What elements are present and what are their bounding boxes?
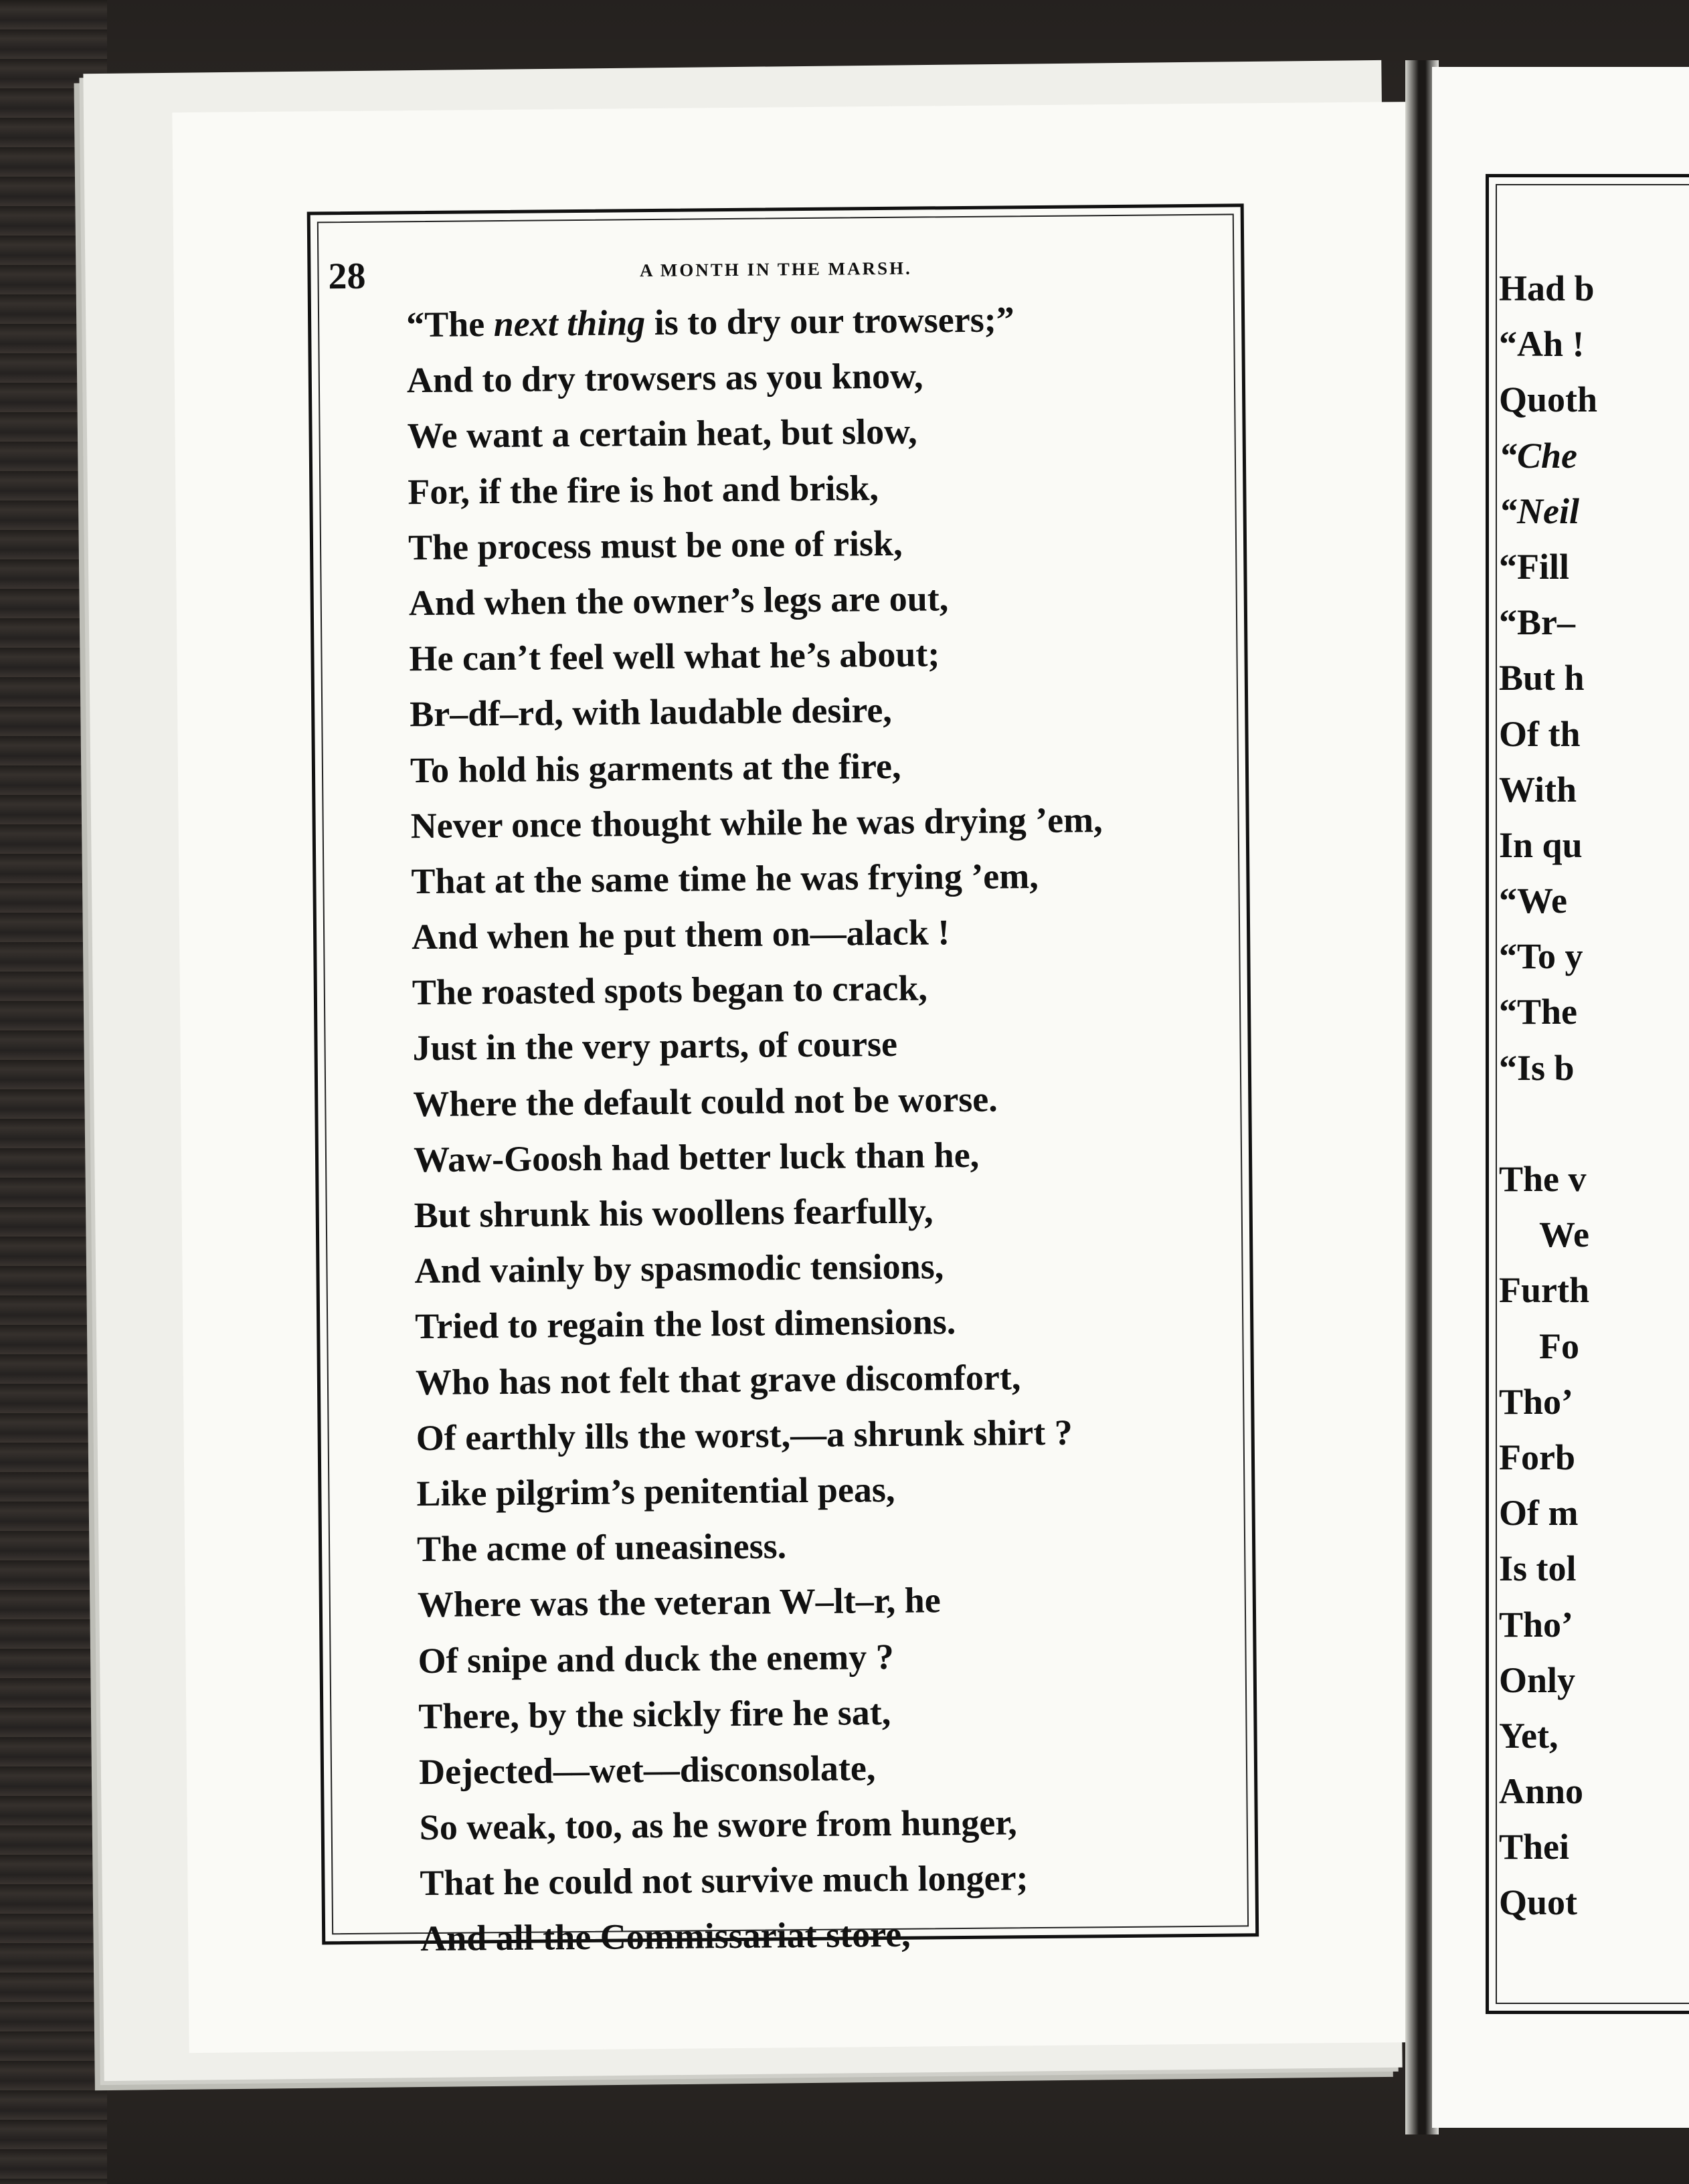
poem-line-text: And to dry trowsers as you know, [406,355,923,401]
right-page-line: Only [1499,1659,1576,1700]
poem-line-text: Of snipe and duck the enemy ? [418,1636,894,1681]
poem-line-text: And when the owner’s legs are out, [408,578,949,624]
poem-line-text: The acme of uneasiness. [416,1526,787,1570]
poem-line-text: The process must be one of risk, [408,523,903,567]
right-page-line: “We [1499,881,1567,921]
page-number: 28 [328,255,366,298]
poem-line [407,346,1231,409]
poem-line-text: is to dry our trowsers;” [644,299,1014,343]
poem-line [411,846,1235,909]
poem-line [408,513,1232,575]
right-page-line: Of th [1499,713,1581,754]
right-page-line: With [1499,769,1577,810]
poem-line [412,1014,1236,1077]
poem-line-text: Like pilgrim’s penitential peas, [416,1469,895,1514]
poem-line-text: Tried to regain the lost dimensions. [414,1301,956,1347]
poem-line-text: Where the default could not be worse. [413,1079,998,1124]
poem-line [420,1904,1244,1967]
poem-text [406,290,1244,1967]
poem-line-text: Never once thought while he was drying ’em, [410,799,1103,846]
right-page-text [1499,261,1597,1931]
poem-line-italic: next thing [493,302,646,345]
right-page-line: Anno [1499,1771,1584,1812]
poem-line [407,401,1231,464]
poem-line [418,1681,1242,1744]
right-page-line: “Br– [1499,602,1575,643]
poem-line-text: For, if the fire is hot and brisk, [408,467,879,512]
right-page-line: “Ah ! [1499,324,1585,365]
poem-line-text: We want a certain heat, but slow, [407,411,917,456]
poem-line-text: And all the Commissariat store, [420,1914,911,1959]
poem-line [412,903,1235,966]
poem-line [406,290,1230,353]
poem-line [418,1626,1241,1689]
right-page-line: Yet, [1499,1715,1559,1756]
poem-line [416,1348,1239,1410]
poem-line-text: Of earthly ills the worst,—a shrunk shirt ? [416,1412,1073,1458]
poem-line-text: Just in the very parts, of course [412,1024,898,1069]
poem-line-text: And vainly by spasmodic tensions, [414,1246,944,1291]
poem-line-text: To hold his garments at the fire, [410,745,901,790]
right-page-line: Tho’ [1499,1604,1574,1645]
poem-line [410,680,1233,743]
poem-line [410,791,1234,854]
poem-line [408,568,1232,631]
poem-line-text: Dejected––wet––disconsolate, [418,1748,876,1793]
running-head: A MONTH IN THE MARSH. [639,258,912,281]
poem-line-text: Who has not felt that grave discomfort, [415,1356,1021,1402]
poem-line-text: And when he put them on—alack ! [411,912,950,958]
poem-line-text: He can’t feel well what he’s about; [409,634,940,679]
poem-line [412,958,1236,1021]
poem-line [410,735,1234,798]
page-frame-inner [317,213,1249,1959]
right-page-line: In qu [1499,824,1583,865]
right-page-line: We [1539,1214,1589,1255]
right-page-line: Had b [1499,268,1595,308]
right-page-line: But h [1499,658,1585,699]
poem-line [420,1849,1243,1912]
right-page-line: The v [1499,1159,1587,1199]
right-page-line: Quoth [1499,379,1598,420]
poem-line [409,624,1233,687]
poem-line [418,1570,1241,1633]
right-page-line: Fo [1539,1326,1579,1366]
right-page-line: Quot [1499,1882,1578,1923]
right-page-line: Is tol [1499,1548,1577,1589]
poem-line [408,457,1231,520]
poem-line [414,1237,1238,1299]
poem-line-text: That at the same time he was frying ’em, [411,855,1039,902]
poem-line-text: So weak, too, as he swore from hunger, [419,1802,1018,1848]
right-page-line [1499,1096,1597,1152]
poem-line-text: The roasted spots began to crack, [412,968,928,1013]
right-page-line: Thei [1499,1827,1570,1868]
poem-line [419,1793,1243,1855]
right-page-line: Forb [1499,1437,1575,1477]
right-page-line: “To y [1499,936,1583,977]
poem-line-text: Br–df–rd, with laudable desire, [409,690,893,735]
poem-line [414,1180,1237,1243]
right-page-line: “Neil [1499,490,1579,531]
left-page [172,102,1447,2053]
right-page-line: Furth [1499,1270,1589,1311]
right-page-line: “Che [1499,435,1578,476]
poem-line-text: There, by the sickly fire he sat, [418,1692,891,1736]
poem-line [414,1125,1237,1188]
poem-line-text: “The [406,304,494,345]
poem-line [416,1403,1239,1466]
right-page-line: Tho’ [1499,1381,1574,1422]
poem-line-text: That he could not survive much longer; [420,1857,1029,1904]
right-page-line: “The [1499,992,1578,1032]
right-page-line: Of m [1499,1493,1579,1534]
poem-line-text: Waw-Goosh had better luck than he, [413,1134,980,1180]
right-page-line: “Fill [1499,546,1569,587]
poem-line [415,1292,1239,1355]
poem-line-text: Where was the veteran W–lt–r, he [417,1580,941,1625]
poem-line [413,1069,1237,1132]
poem-line [419,1737,1243,1800]
poem-line [417,1515,1241,1578]
page-frame [307,203,1259,1959]
right-page-line: “Is b [1499,1047,1575,1088]
poem-line [416,1459,1240,1522]
poem-line-text: But shrunk his woollens fearfully, [414,1190,934,1236]
